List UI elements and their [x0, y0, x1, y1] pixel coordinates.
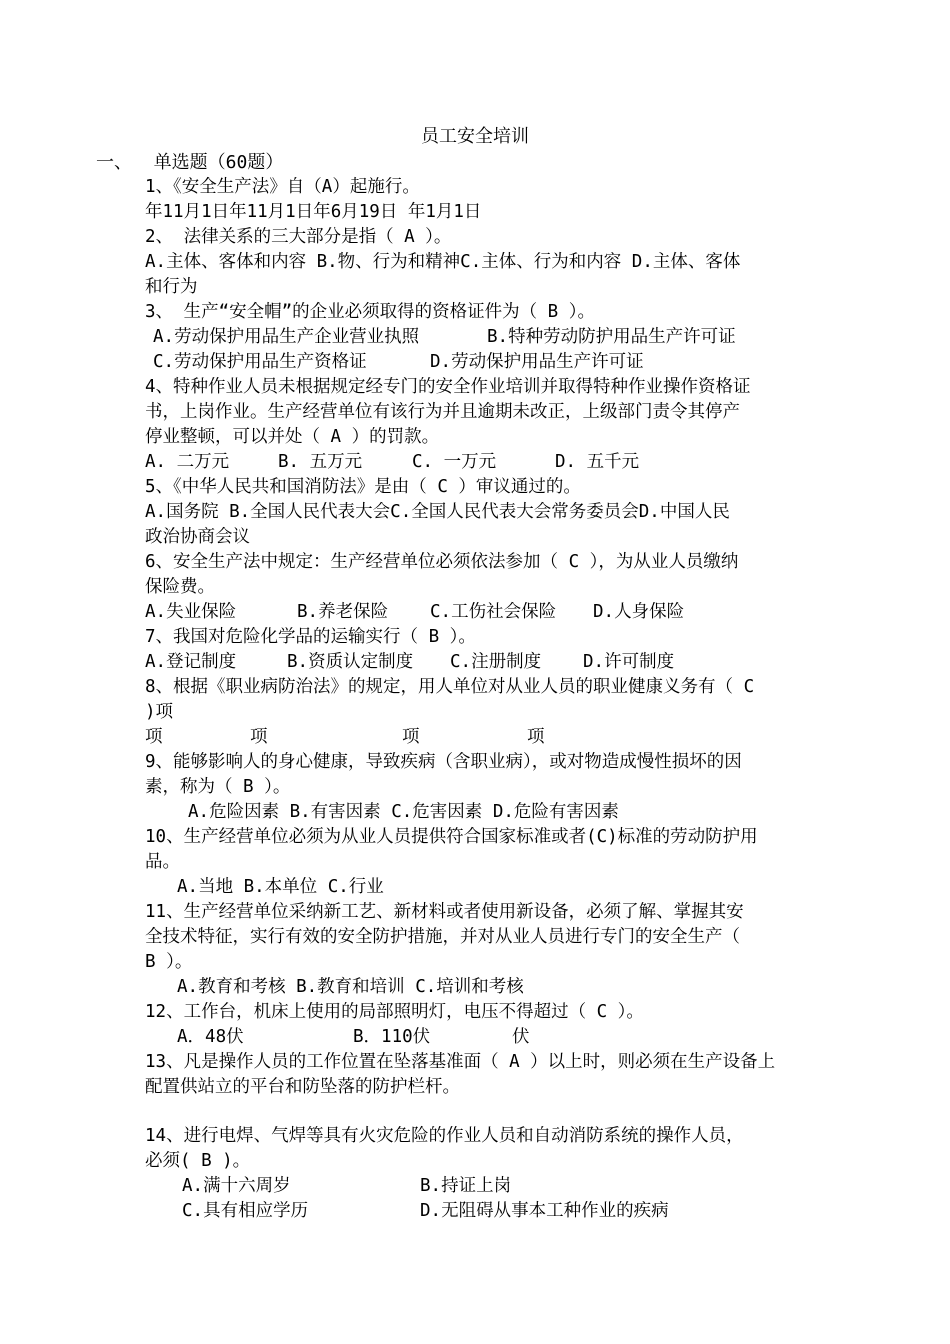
question-4-option-b: B. 五万元 — [278, 452, 363, 472]
question-2-options-line2: 和行为 — [145, 277, 198, 297]
question-14-option-a: A.满十六周岁 — [182, 1176, 291, 1196]
question-8-line2: )项 — [145, 702, 174, 722]
question-8-option-d: 项 — [527, 727, 545, 747]
question-7-options — [0, 650, 800, 675]
question-1-stem: 1、《安全生产法》自（A）起施行。 — [145, 177, 420, 197]
question-6-line1: 6、安全生产法中规定：生产经营单位必须依法参加（ C ），为从业人员缴纳 — [145, 552, 739, 572]
question-11-line1: 11、生产经营单位采纳新工艺、新材料或者使用新设备，必须了解、掌握其安 — [145, 902, 744, 922]
question-13-line1: 13、凡是操作人员的工作位置在坠落基准面（ A ）以上时，则必须在生产设备上 — [145, 1052, 776, 1072]
question-4-options — [0, 450, 800, 475]
question-12-options — [0, 1025, 800, 1050]
question-5-stem: 5、《中华人民共和国消防法》是由（ C ）审议通过的。 — [145, 477, 581, 497]
question-11-line3: B ）。 — [145, 952, 193, 972]
question-6-option-d: D.人身保险 — [593, 602, 685, 622]
question-14-line2: 必须( B )。 — [145, 1151, 251, 1171]
question-7-stem: 7、我国对危险化学品的运输实行（ B ）。 — [145, 627, 476, 647]
question-8-options — [0, 725, 800, 750]
question-14-option-b: B.持证上岗 — [420, 1176, 512, 1196]
question-3-stem: 3、 生产“安全帽”的企业必须取得的资格证件为（ B ）。 — [145, 302, 595, 322]
question-8-option-b: 项 — [250, 727, 268, 747]
question-3-option-b: B.特种劳动防护用品生产许可证 — [487, 327, 736, 347]
question-6-options — [0, 600, 800, 625]
question-11-line2: 全技术特征，实行有效的安全防护措施，并对从业人员进行专门的安全生产（ — [145, 927, 740, 947]
question-14-options-row2 — [0, 1199, 800, 1224]
question-3-option-a: A.劳动保护用品生产企业营业执照 — [153, 327, 420, 347]
question-6-option-b: B.养老保险 — [297, 602, 389, 622]
question-3-option-c: C.劳动保护用品生产资格证 — [153, 352, 367, 372]
question-3-option-d: D.劳动保护用品生产许可证 — [430, 352, 644, 372]
question-2-options-line1: A.主体、客体和内容 B.物、行为和精神C.主体、行为和内容 D.主体、客体 — [145, 252, 741, 272]
question-5-options-line2: 政治协商会议 — [145, 527, 250, 547]
question-9-line2: 素，称为（ B ）。 — [145, 777, 291, 797]
question-12-stem: 12、工作台，机床上使用的局部照明灯，电压不得超过（ C ）。 — [145, 1002, 644, 1022]
question-12-option-c: 伏 — [512, 1027, 530, 1047]
question-14-options-row1 — [0, 1174, 800, 1199]
question-2-stem: 2、 法律关系的三大部分是指（ A ）。 — [145, 227, 452, 247]
question-14-line1: 14、进行电焊、气焊等具有火灾危险的作业人员和自动消防系统的操作人员， — [145, 1126, 744, 1146]
question-12-option-b: B．110伏 — [353, 1027, 431, 1047]
question-10-line2: 品。 — [145, 852, 180, 872]
question-7-option-a: A.登记制度 — [145, 652, 237, 672]
question-11-options: A.教育和考核 B.教育和培训 C.培训和考核 — [177, 977, 524, 997]
question-6-option-a: A.失业保险 — [145, 602, 237, 622]
question-7-option-b: B.资质认定制度 — [287, 652, 414, 672]
question-4-option-c: C. 一万元 — [412, 452, 497, 472]
question-4-line1: 4、特种作业人员未根据规定经专门的安全作业培训并取得特种作业操作资格证 — [145, 377, 751, 397]
question-7-option-d: D.许可制度 — [583, 652, 675, 672]
question-8-option-a: 项 — [145, 727, 163, 747]
question-6-option-c: C.工伤社会保险 — [430, 602, 557, 622]
question-14-option-c: C.具有相应学历 — [182, 1201, 309, 1221]
section-heading: 一、 单选题（60题） — [96, 152, 284, 173]
question-1-options: 年11月1日年11月1日年6月19日 年1月1日 — [145, 202, 482, 222]
question-10-options: A.当地 B.本单位 C.行业 — [177, 877, 384, 897]
question-12-option-a: A．48伏 — [177, 1027, 244, 1047]
question-4-option-a: A. 二万元 — [145, 452, 230, 472]
question-4-line3: 停业整顿，可以并处（ A ）的罚款。 — [145, 427, 440, 447]
question-3-options-row1 — [0, 325, 800, 350]
question-13-line2: 配置供站立的平台和防坠落的防护栏杆。 — [145, 1077, 460, 1097]
question-8-option-c: 项 — [402, 727, 420, 747]
question-6-line2: 保险费。 — [145, 577, 215, 597]
question-9-options: A.危险因素 B.有害因素 C.危害因素 D.危险有害因素 — [188, 802, 619, 822]
question-4-line2: 书，上岗作业。生产经营单位有该行为并且逾期未改正，上级部门责令其停产 — [145, 402, 740, 422]
question-3-options-row2 — [0, 350, 800, 375]
question-7-option-c: C.注册制度 — [450, 652, 542, 672]
question-4-option-d: D. 五千元 — [555, 452, 640, 472]
document-title: 员工安全培训 — [421, 126, 529, 147]
question-8-line1: 8、根据《职业病防治法》的规定，用人单位对从业人员的职业健康义务有（ C — [145, 677, 755, 697]
question-5-options-line1: A.国务院 B.全国人民代表大会C.全国人民代表大会常务委员会D.中国人民 — [145, 502, 730, 522]
question-14-option-d: D.无阻碍从事本工种作业的疾病 — [420, 1201, 669, 1221]
question-9-line1: 9、能够影响人的身心健康，导致疾病（含职业病），或对物造成慢性损坏的因 — [145, 752, 742, 772]
question-10-line1: 10、生产经营单位必须为从业人员提供符合国家标准或者(C)标准的劳动防护用 — [145, 827, 758, 847]
